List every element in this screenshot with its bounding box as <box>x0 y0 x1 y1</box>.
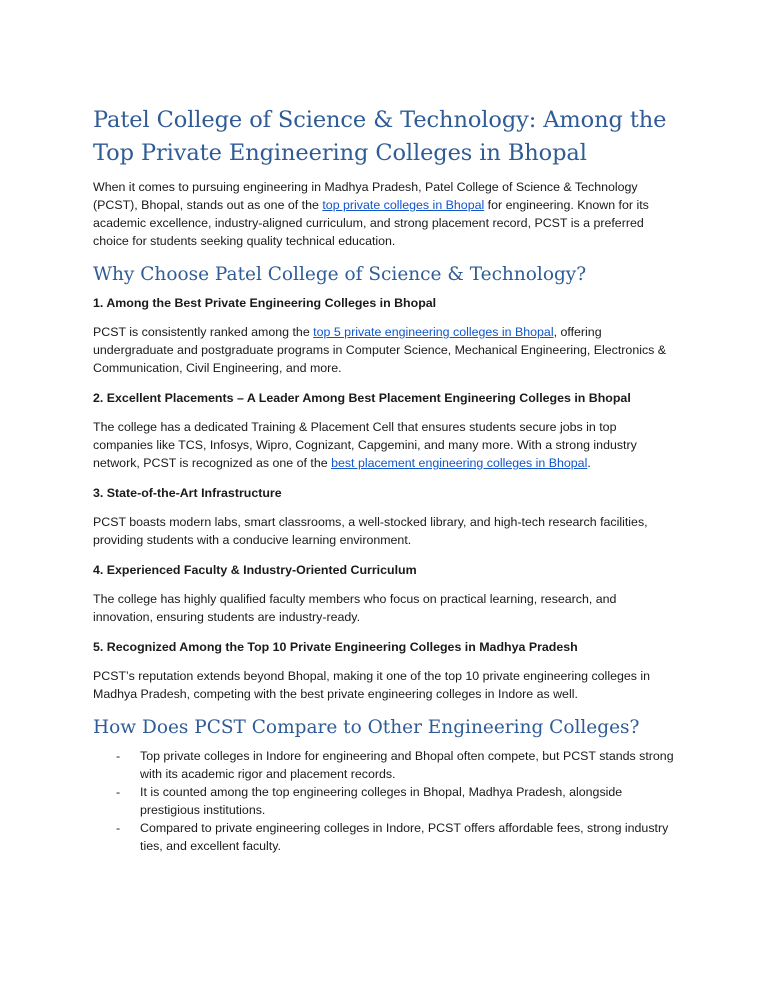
intro-paragraph <box>93 178 676 250</box>
compare-list <box>93 747 676 855</box>
compare-heading: How Does PCST Compare to Other Engineering Colleges? <box>93 717 640 738</box>
top-private-colleges-link[interactable]: top private colleges in Bhopal <box>322 198 485 212</box>
list-item-text: Top private colleges in Indore for engineering and Bhopal often compete, but PCST stands strong with its academic rigor and placement records. <box>140 749 674 781</box>
dash-bullet-icon: - <box>116 821 121 835</box>
intro-text-before: When it comes to pursuing engineering in Madhya Pradesh, Patel College of Science & Technology (PCST), Bhopal, stands out as one of the <box>93 180 638 212</box>
item-1-paragraph <box>93 323 676 377</box>
top-5-colleges-link[interactable]: top 5 private engineering colleges in Bhopal <box>313 325 554 339</box>
item-3-paragraph: PCST boasts modern labs, smart classrooms, a well-stocked library, and high-tech research facilities, providing students with a conducive learning environment. <box>93 515 648 547</box>
page-title: Patel College of Science & Technology: Among the Top Private Engineering Colleges in Bhopal <box>93 107 667 166</box>
list-item <box>93 783 676 819</box>
item-1-heading: 1. Among the Best Private Engineering Colleges in Bhopal <box>93 296 437 310</box>
item-4-heading: 4. Experienced Faculty & Industry-Oriented Curriculum <box>93 563 417 577</box>
item-1-text-before: PCST is consistently ranked among the <box>93 325 314 339</box>
item-2-heading: 2. Excellent Placements – A Leader Among Best Placement Engineering Colleges in Bhopal <box>93 391 631 405</box>
dash-bullet-icon: - <box>116 785 121 799</box>
intro-text-after: for engineering. Known for its academic excellence, industry-aligned curriculum, and strong placement record, PCST is a preferred choice for students seeking quality technical education. <box>93 198 649 248</box>
best-placement-colleges-link[interactable]: best placement engineering colleges in Bhopal <box>331 456 588 470</box>
list-item <box>93 747 676 783</box>
list-item-text: It is counted among the top engineering colleges in Bhopal, Madhya Pradesh, alongside prestigious institutions. <box>140 785 623 817</box>
item-3-heading: 3. State-of-the-Art Infrastructure <box>93 486 282 500</box>
why-choose-heading: Why Choose Patel College of Science & Technology? <box>93 264 587 285</box>
list-item-text: Compared to private engineering colleges in Indore, PCST offers affordable fees, strong industry ties, and excellent faculty. <box>140 821 669 853</box>
list-item <box>93 819 676 855</box>
dash-bullet-icon: - <box>116 749 121 763</box>
item-2-text-before: The college has a dedicated Training & Placement Cell that ensures students secure jobs in top companies like TCS, Infosys, Wipro, Cognizant, Capgemini, and many more. With a strong industry network, PCST is recognized as one of the <box>93 420 637 470</box>
item-5-paragraph: PCST’s reputation extends beyond Bhopal, making it one of the top 10 private engineering colleges in Madhya Pradesh, competing with the best private engineering colleges in Indore as well. <box>93 669 651 701</box>
item-5-heading: 5. Recognized Among the Top 10 Private Engineering Colleges in Madhya Pradesh <box>93 640 578 654</box>
item-2-text-after: . <box>587 456 591 470</box>
item-1-text-after: , offering undergraduate and postgraduate programs in Computer Science, Mechanical Engineering, Electronics & Communication, Civil Engineering, and more. <box>93 325 667 375</box>
item-2-paragraph <box>93 418 676 472</box>
item-4-paragraph: The college has highly qualified faculty members who focus on practical learning, research, and innovation, ensuring students are industry-ready. <box>93 592 617 624</box>
